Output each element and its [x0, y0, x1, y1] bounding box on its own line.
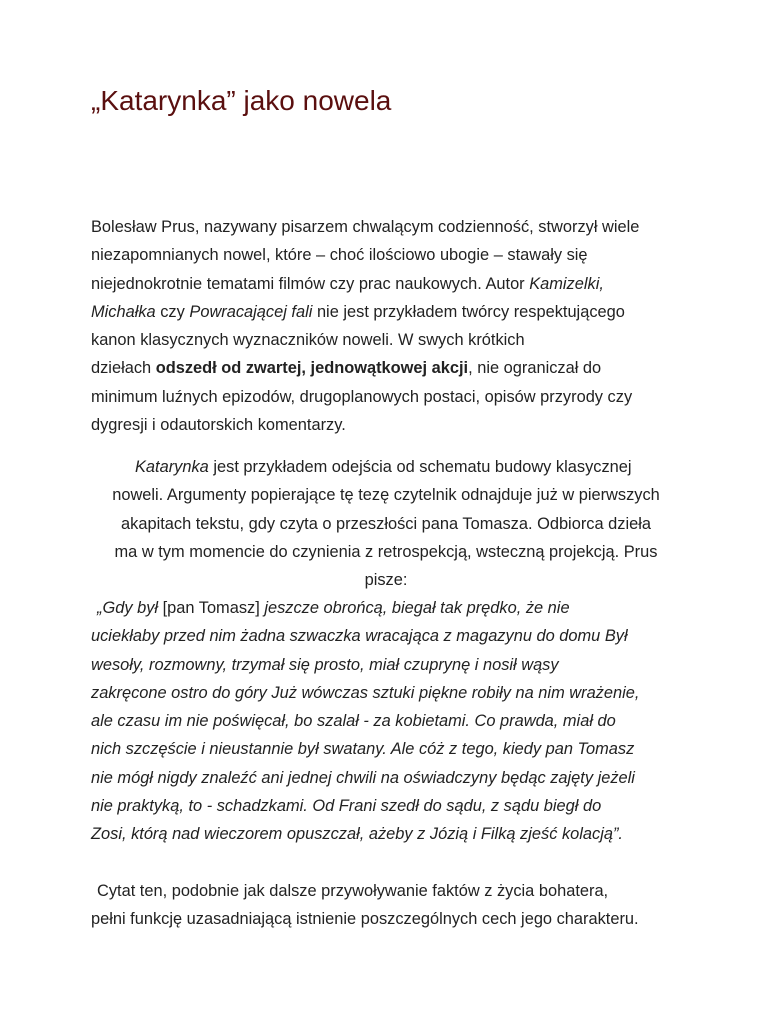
- text-line: [91, 298, 681, 326]
- paragraph-conclusion: [91, 877, 681, 934]
- paragraph-intro: [91, 213, 681, 439]
- text-line: [91, 270, 681, 298]
- text-line: [91, 453, 681, 481]
- text-line: [91, 354, 681, 382]
- quote-line: nie mógł nigdy znaleźć ani jednej chwili na oświadczyny będąc zajęty jeżeli: [91, 768, 635, 787]
- text-line: minimum luźnych epizodów, drugoplanowych postaci, opisów przyrody czy: [91, 387, 633, 406]
- italic-title-kamizelki: Kamizelki,: [529, 274, 604, 293]
- text-run: jest przykładem odejścia od schematu budowy klasycznej: [208, 458, 632, 476]
- quote-line: ale czasu im nie poświęcał, bo szalał - za kobietami. Co prawda, miał do: [91, 712, 616, 731]
- italic-title-powracajaca-fala: Powracającej fali: [189, 302, 313, 321]
- quotation-paragraph: [91, 594, 681, 849]
- text-line: niezapomnianych nowel, które – choć ilościowo ubogie – stawały się: [91, 246, 588, 265]
- text-line: noweli. Argumenty popierające tę tezę czytelnik odnajduje już w pierwszych: [112, 486, 660, 505]
- text-run: niejednokrotnie tematami filmów czy prac naukowych. Autor: [91, 274, 530, 293]
- quote-line: wesoły, rozmowny, trzymał się prosto, miał czuprynę i nosił wąsy: [91, 655, 559, 674]
- text-line: ma w tym momencie do czynienia z retrospekcją, wsteczną projekcją. Prus: [114, 542, 658, 561]
- bold-phrase: odszedł od zwartej, jednowątkowej akcji: [155, 359, 469, 378]
- quote-line: Zosi, którą nad wieczorem opuszczał, ażeby z Józią i Filką zjeść kolacją”.: [91, 825, 623, 844]
- text-run: czy: [155, 302, 190, 321]
- text-run: Cytat ten, podobnie jak dalsze przywoływanie faktów z życia bohatera,: [97, 882, 609, 900]
- text-line: kanon klasycznych wyznaczników noweli. W swych krótkich: [91, 331, 525, 350]
- quote-line: zakręcone ostro do góry Już wówczas sztuki piękne robiły na nim wrażenie,: [91, 683, 640, 702]
- text-line: Bolesław Prus, nazywany pisarzem chwalącym codzienność, stworzył wiele: [91, 218, 640, 236]
- quote-line: nich szczęście i nieustannie był swatany. Ale cóż z tego, kiedy pan Tomasz: [91, 740, 635, 759]
- quote-line: nie praktyką, to - schadzkami. Od Frani szedł do sądu, z sądu biegł do: [91, 797, 602, 816]
- italic-title-katarynka: Katarynka: [135, 458, 209, 476]
- quote-run: jeszcze obrońcą, biegał tak prędko, że nie: [264, 599, 570, 617]
- text-line: akapitach tekstu, gdy czyta o przeszłości pana Tomasza. Odbiorca dzieła: [121, 514, 651, 533]
- page-title: „Katarynka” jako nowela: [91, 85, 392, 116]
- text-run: [pan Tomasz]: [158, 599, 265, 617]
- quote-line: uciekłaby przed nim żadna szwaczka wracająca z magazynu do domu Był: [91, 627, 628, 646]
- text-line: pisze:: [364, 571, 408, 590]
- text-line: pełni funkcję uzasadniającą istnienie poszczególnych cech jego charakteru.: [91, 910, 639, 929]
- text-run: dziełach: [91, 359, 156, 378]
- text-line: [91, 877, 681, 905]
- italic-title-michalka: Michałka: [91, 302, 156, 321]
- text-run: , nie ograniczał do: [468, 359, 602, 378]
- text-line: [91, 594, 681, 622]
- text-line: dygresji i odautorskich komentarzy.: [91, 416, 346, 435]
- text-run: nie jest przykładem twórcy respektującego: [312, 302, 625, 321]
- quote-run: „Gdy był: [97, 599, 159, 617]
- paragraph-katarynka: [91, 453, 681, 594]
